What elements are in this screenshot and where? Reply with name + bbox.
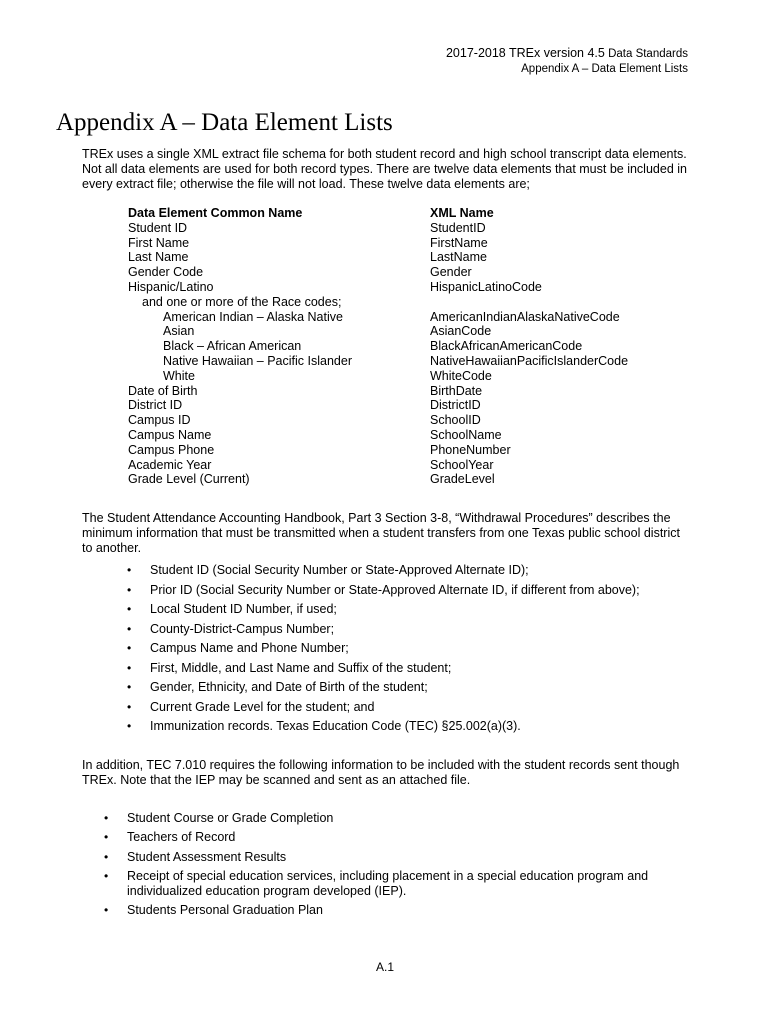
tec-paragraph: In addition, TEC 7.010 requires the following information to be included with the student records sent though TREx. Note that the IEP may be scanned and sent as an attached file. (82, 758, 680, 787)
table-row (128, 354, 688, 369)
xml-name-cell: WhiteCode (430, 368, 492, 383)
table-row (128, 324, 688, 339)
xml-name-cell: SchoolID (430, 413, 481, 428)
list-item (104, 811, 687, 826)
list-item (127, 621, 690, 642)
page-number: A.1 (375, 960, 394, 974)
list-item-text: Campus Name and Phone Number; (150, 641, 349, 655)
table-row (128, 428, 688, 443)
list-item-text: Receipt of special education services, including placement in a special education program and individualized education program developed (IEP). (127, 868, 649, 898)
bullet-icon: • (127, 719, 132, 733)
tec-requirements-list (104, 811, 687, 922)
table-row (128, 295, 688, 310)
xml-name-cell: StudentID (430, 220, 486, 235)
table-row (128, 458, 688, 473)
xml-name-cell: HispanicLatinoCode (430, 279, 542, 294)
bullet-icon: • (127, 602, 132, 616)
list-item-text: First, Middle, and Last Name and Suffix of the student; (150, 660, 452, 675)
list-item (127, 680, 690, 700)
table-row (128, 369, 688, 384)
list-item-text: Immunization records. Texas Education Code (TEC) §25.002(a)(3). (150, 719, 521, 733)
common-name-cell: Academic Year (128, 457, 212, 472)
common-name-cell: Asian (163, 324, 195, 339)
running-header (446, 46, 688, 77)
list-item-text: Student Assessment Results (127, 849, 287, 864)
header-version-line: 2017-2018 TREx version 4.5 Data Standards (445, 46, 688, 60)
table-row (128, 413, 688, 428)
table-header-row (128, 206, 688, 221)
common-name-cell: Grade Level (Current) (128, 472, 250, 487)
list-item-text: Prior ID (Social Security Number or State-Approved Alternate ID, if different from above); (150, 582, 640, 597)
xml-name-cell: LastName (430, 250, 487, 265)
withdrawal-paragraph: The Student Attendance Accounting Handbook, Part 3 Section 3-8, “Withdrawal Procedures” describes the minimum information that must be transmitted when a student transfers from one Texas public school district to another. (82, 511, 680, 555)
common-name-cell: Campus Name (128, 427, 212, 442)
table-row (128, 398, 688, 413)
xml-name-cell: NativeHawaiianPacificIslanderCode (430, 353, 629, 368)
list-item-text: Current Grade Level for the student; and (150, 699, 375, 714)
xml-name-cell: AmericanIndianAlaskaNativeCode (430, 309, 620, 324)
common-name-cell: Gender Code (128, 265, 204, 280)
bullet-icon: • (127, 582, 132, 597)
list-item (127, 660, 690, 681)
common-name-cell: Black – African American (163, 339, 302, 354)
column-header-xml-name: XML Name (430, 206, 494, 220)
xml-name-cell: PhoneNumber (430, 442, 511, 457)
table-row (128, 236, 688, 251)
list-item-text: Teachers of Record (127, 830, 236, 845)
list-item (104, 868, 687, 899)
bullet-icon: • (127, 621, 132, 636)
bullet-icon: • (104, 811, 109, 825)
xml-name-cell: BirthDate (430, 383, 483, 398)
table-row (128, 472, 688, 487)
common-name-cell: District ID (128, 398, 183, 413)
xml-name-cell: GradeLevel (430, 472, 495, 487)
common-name-cell: Campus ID (128, 413, 191, 428)
common-name-cell: Hispanic/Latino (128, 279, 214, 294)
table-row (128, 280, 688, 295)
list-item (127, 699, 690, 720)
xml-name-cell: FirstName (430, 235, 488, 250)
table-row (128, 265, 688, 280)
data-element-table (128, 206, 688, 487)
common-name-cell: and one or more of the Race codes; (142, 294, 342, 309)
common-name-cell: Last Name (128, 250, 189, 265)
xml-name-cell: SchoolName (430, 427, 502, 442)
list-item-text: Local Student ID Number, if used; (150, 602, 337, 616)
bullet-icon: • (127, 660, 132, 675)
xml-name-cell: SchoolYear (430, 457, 494, 472)
common-name-cell: Campus Phone (128, 442, 215, 457)
list-item-text: Student ID (Social Security Number or State-Approved Alternate ID); (150, 563, 529, 577)
xml-name-cell: AsianCode (430, 324, 492, 339)
common-name-cell: First Name (128, 235, 190, 250)
list-item (127, 602, 690, 622)
bullet-icon: • (104, 849, 109, 864)
common-name-cell: White (163, 368, 195, 383)
bullet-icon: • (127, 563, 132, 577)
list-item (127, 563, 690, 583)
table-row (128, 443, 688, 458)
list-item (127, 582, 690, 603)
table-row (128, 310, 688, 325)
xml-name-cell: DistrictID (430, 398, 481, 413)
list-item (127, 641, 690, 661)
table-row (128, 384, 688, 399)
header-section-line: Appendix A – Data Element Lists (521, 63, 688, 75)
list-item (104, 830, 687, 845)
list-item (127, 719, 690, 739)
list-item-text: Students Personal Graduation Plan (127, 903, 323, 918)
withdrawal-requirements-list (127, 563, 690, 739)
xml-name-cell: Gender (430, 265, 472, 280)
bullet-icon: • (104, 903, 109, 918)
page-title: Appendix A – Data Element Lists (56, 109, 393, 136)
table-row (128, 221, 688, 236)
intro-paragraph: TREx uses a single XML extract file schema for both student record and high school transcript data elements. Not all data elements are used for both record types. There are twelve data elements that must be included in every extract file; otherwise the file will not load. These twelve data elements are; (82, 147, 687, 191)
xml-name-cell: BlackAfricanAmericanCode (430, 339, 583, 354)
table-row (128, 250, 688, 265)
bullet-icon: • (104, 868, 109, 883)
common-name-cell: American Indian – Alaska Native (163, 309, 343, 324)
common-name-cell: Student ID (128, 220, 188, 235)
bullet-icon: • (127, 641, 132, 655)
bullet-icon: • (127, 699, 132, 714)
table-row (128, 339, 688, 354)
bullet-icon: • (104, 830, 109, 845)
bullet-icon: • (127, 680, 132, 694)
list-item-text: Gender, Ethnicity, and Date of Birth of the student; (150, 680, 428, 694)
common-name-cell: Native Hawaiian – Pacific Islander (163, 353, 352, 368)
list-item (104, 903, 687, 918)
common-name-cell: Date of Birth (128, 383, 198, 398)
list-item-text: Student Course or Grade Completion (127, 811, 334, 825)
list-item (104, 849, 687, 865)
column-header-common-name: Data Element Common Name (128, 206, 303, 220)
list-item-text: County-District-Campus Number; (150, 621, 335, 636)
